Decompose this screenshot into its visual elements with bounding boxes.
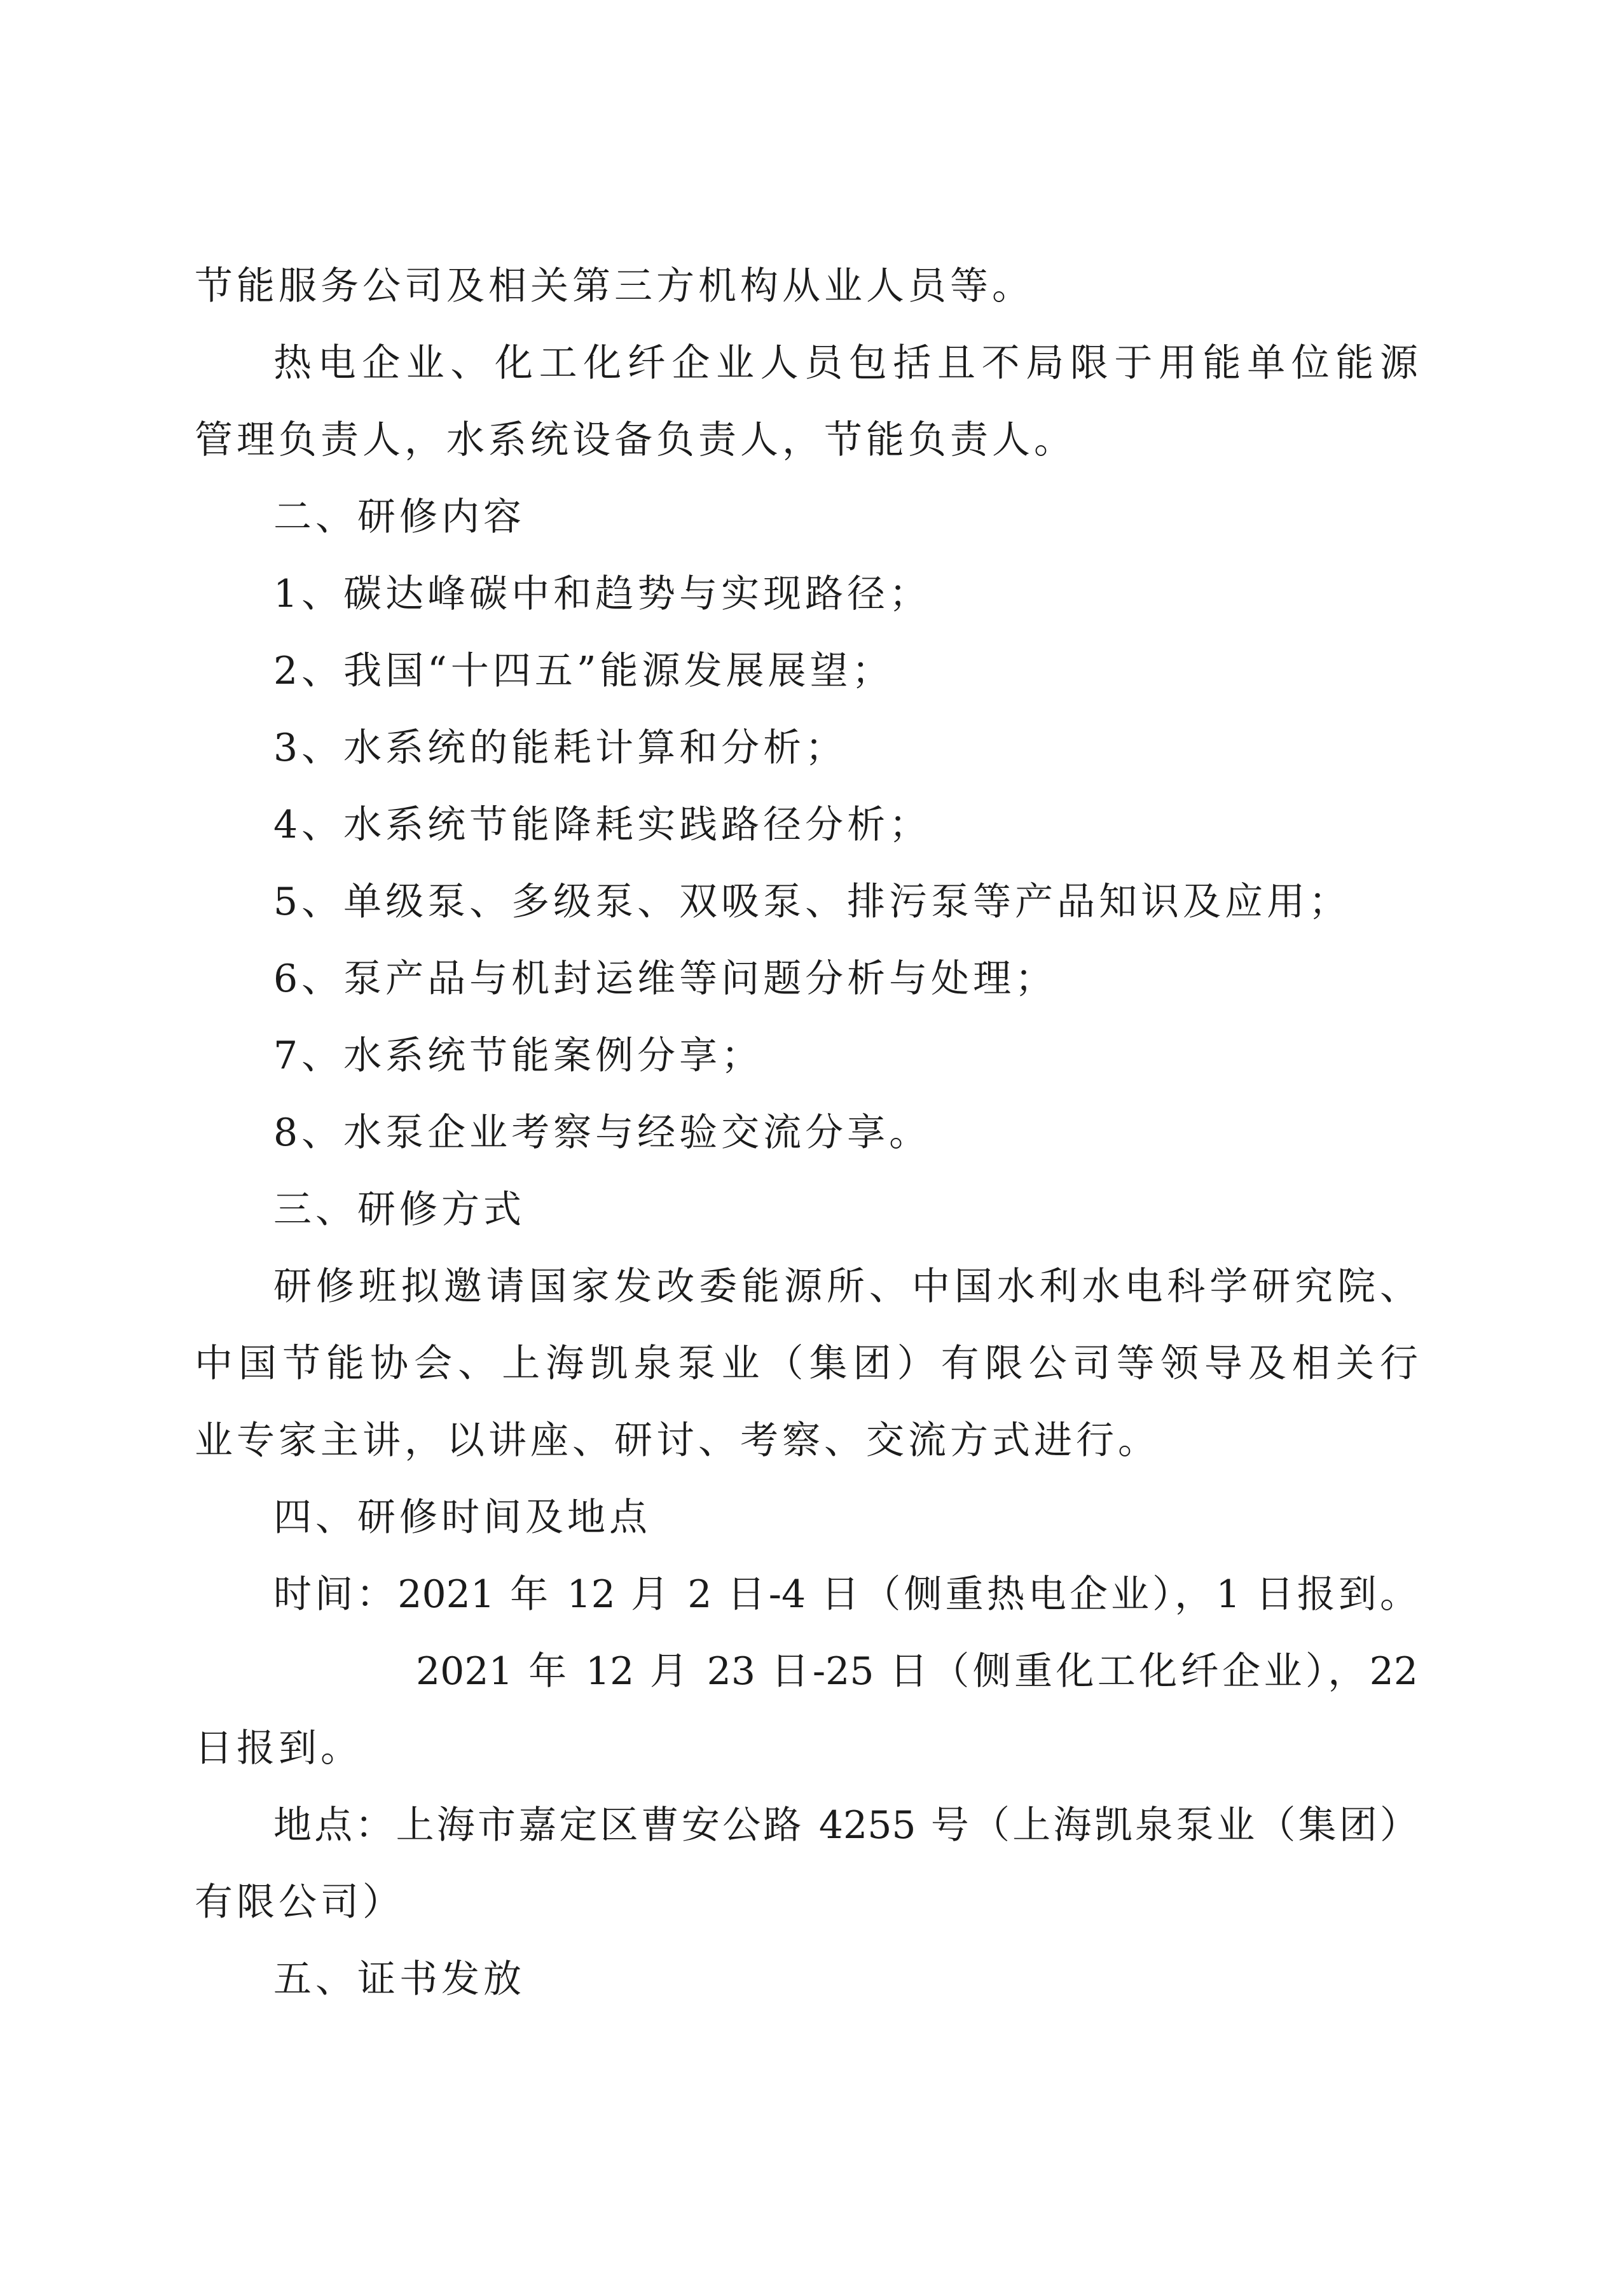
list-item-3: 3、水系统的能耗计算和分析； xyxy=(273,726,848,770)
list-item-4: 4、水系统节能降耗实践路径分析； xyxy=(273,803,932,847)
list-item-5: 5、单级泵、多级泵、双吸泵、排污泵等产品知识及应用； xyxy=(273,880,1351,924)
paragraph-audience-line-1: 热电企业、化工化纤企业人员包括且不局限于用能单位能源 xyxy=(273,341,1418,385)
paragraph-audience-line-2: 管理负责人，水系统设备负责人，节能负责人。 xyxy=(195,418,1076,462)
section-heading-5-certificate: 五、证书发放 xyxy=(273,1957,525,2002)
paragraph-method-line-1: 研修班拟邀请国家发改委能源所、中国水利水电科学研究院、 xyxy=(273,1264,1418,1309)
list-item-7: 7、水系统节能案例分享； xyxy=(273,1034,764,1078)
section-heading-3-method: 三、研修方式 xyxy=(273,1187,525,1232)
paragraph-method-line-2: 中国节能协会、上海凯泉泵业（集团）有限公司等领导及相关行 xyxy=(195,1341,1418,1386)
section-heading-4-time-place: 四、研修时间及地点 xyxy=(273,1495,651,1540)
paragraph-method-line-3: 业专家主讲，以讲座、研讨、考察、交流方式进行。 xyxy=(195,1418,1160,1463)
time-line-3: 日报到。 xyxy=(195,1726,362,1771)
place-line-1: 地点：上海市嘉定区曹安公路 4255 号（上海凯泉泵业（集团） xyxy=(273,1803,1418,1848)
time-line-2: 2021 年 12 月 23 日-25 日（侧重化工化纤企业），22 xyxy=(416,1649,1418,1694)
list-item-2: 2、我国“十四五”能源发展展望； xyxy=(273,649,894,693)
list-item-6: 6、泵产品与机封运维等问题分析与处理； xyxy=(273,957,1057,1001)
place-line-2: 有限公司） xyxy=(195,1880,404,1925)
section-heading-2-content: 二、研修内容 xyxy=(273,495,525,539)
list-item-8: 8、水泵企业考察与经验交流分享。 xyxy=(273,1110,932,1155)
time-line-1: 时间：2021 年 12 月 2 日-4 日（侧重热电企业），1 日报到。 xyxy=(273,1572,1418,1617)
paragraph-continuation-line: 节能服务公司及相关第三方机构从业人员等。 xyxy=(195,264,1034,308)
list-item-1: 1、碳达峰碳中和趋势与实现路径； xyxy=(273,572,932,616)
